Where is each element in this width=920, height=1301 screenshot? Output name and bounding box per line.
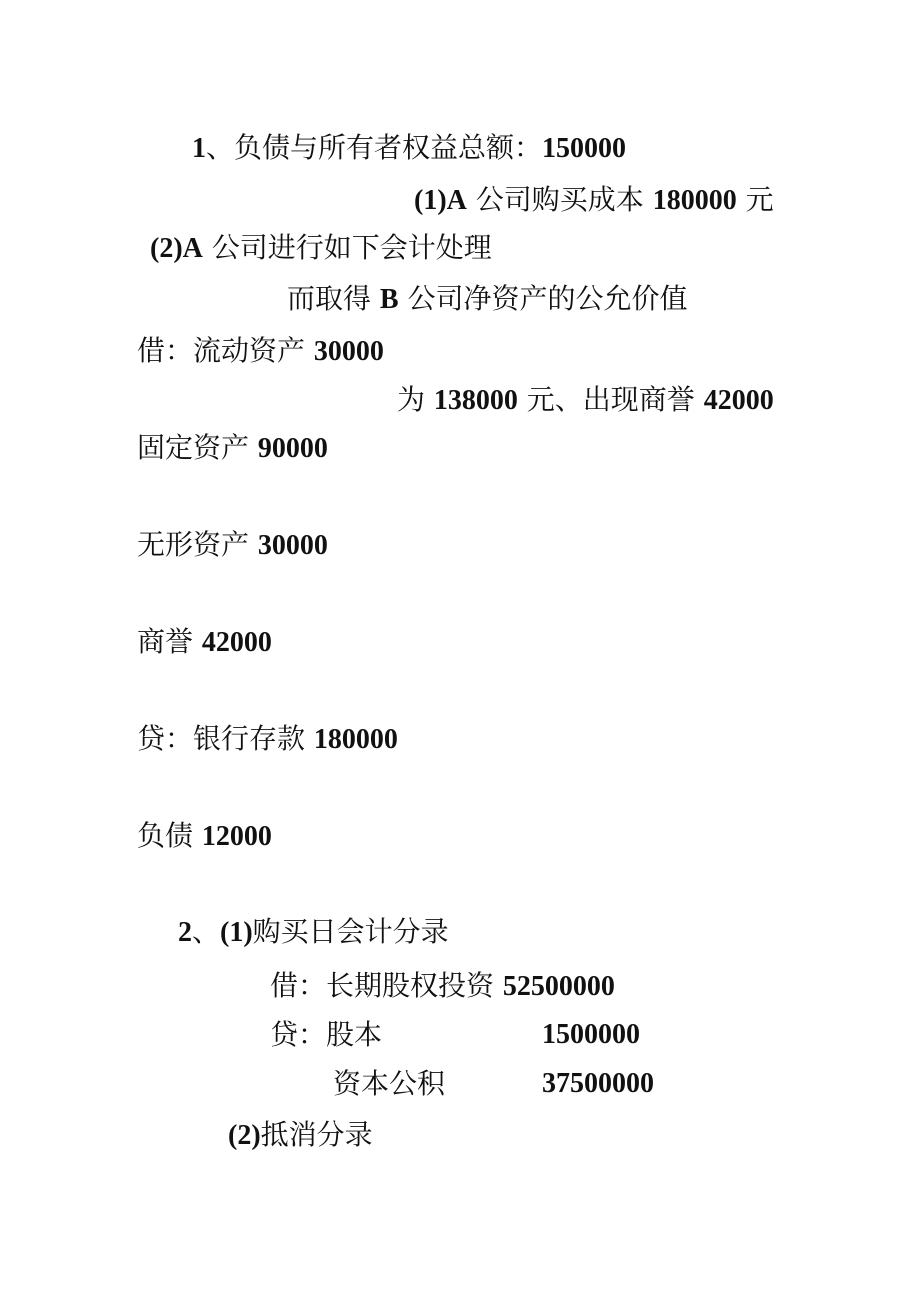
amount: 30000 xyxy=(257,530,328,561)
line-11-liabilities xyxy=(137,818,272,855)
sub-item-label: (1)A xyxy=(414,185,467,216)
label-text: 贷：股本 xyxy=(270,1018,383,1051)
label-text: 元、出现商誉 xyxy=(517,383,704,416)
line-3-accounting-treatment xyxy=(150,230,492,267)
label-text: 为 xyxy=(397,383,434,416)
line-7-fixed-assets xyxy=(137,430,328,467)
line-16-elimination-entries xyxy=(228,1117,373,1154)
sub-item-label: (1) xyxy=(220,917,253,948)
amount: 1500000 xyxy=(542,1019,640,1050)
line-13-debit-long-term-equity xyxy=(270,968,615,1005)
line-15-capital-reserve xyxy=(333,1066,673,1102)
label-text: 而取得 xyxy=(287,282,380,315)
amount: 37500000 xyxy=(542,1068,654,1099)
line-4-net-assets-fair-value xyxy=(287,281,688,318)
line-5-debit-current-assets xyxy=(137,333,384,370)
label-text: 公司净资产的公允价值 xyxy=(398,282,688,315)
label-text: 负债 xyxy=(137,819,202,852)
line-1-total-liabilities-equity xyxy=(192,130,626,167)
line-9-goodwill xyxy=(137,624,272,661)
line-8-intangible-assets xyxy=(137,527,328,564)
amount: 138000 xyxy=(433,385,518,416)
label-text: 无形资产 xyxy=(137,528,258,561)
amount: 12000 xyxy=(201,821,272,852)
label-text: 借：长期股权投资 xyxy=(270,969,503,1002)
amount: 180000 xyxy=(652,185,737,216)
amount: 30000 xyxy=(313,336,384,367)
label-text: 、 xyxy=(192,915,221,948)
company-letter: B xyxy=(379,284,399,315)
line-14-credit-share-capital xyxy=(270,1017,670,1053)
line-10-credit-bank-deposit xyxy=(137,721,398,758)
label-text: 公司进行如下会计处理 xyxy=(202,231,492,264)
label-text: 贷：银行存款 xyxy=(137,722,314,755)
item-number: 2 xyxy=(178,917,192,948)
item-number: 1 xyxy=(192,133,206,164)
label-text: 购买日会计分录 xyxy=(252,915,449,948)
line-12-purchase-date-entries xyxy=(178,914,449,951)
sub-item-label: (2) xyxy=(228,1120,261,1151)
line-6-goodwill-amount xyxy=(397,382,774,419)
label-text: 资本公积 xyxy=(333,1067,446,1100)
amount: 150000 xyxy=(542,133,627,164)
label-text: 固定资产 xyxy=(137,431,258,464)
label-text: 商誉 xyxy=(137,625,202,658)
amount: 42000 xyxy=(703,385,774,416)
amount: 180000 xyxy=(313,724,398,755)
unit-text: 元 xyxy=(736,183,774,216)
line-2-purchase-cost xyxy=(414,182,774,219)
sub-item-label: (2)A xyxy=(150,233,203,264)
amount: 42000 xyxy=(201,627,272,658)
label-text: 借：流动资产 xyxy=(137,334,314,367)
label-text: 、负债与所有者权益总额： xyxy=(206,131,543,164)
amount: 90000 xyxy=(257,433,328,464)
label-text: 公司购买成本 xyxy=(466,183,653,216)
label-text: 抵消分录 xyxy=(260,1118,373,1151)
amount: 52500000 xyxy=(502,971,615,1002)
